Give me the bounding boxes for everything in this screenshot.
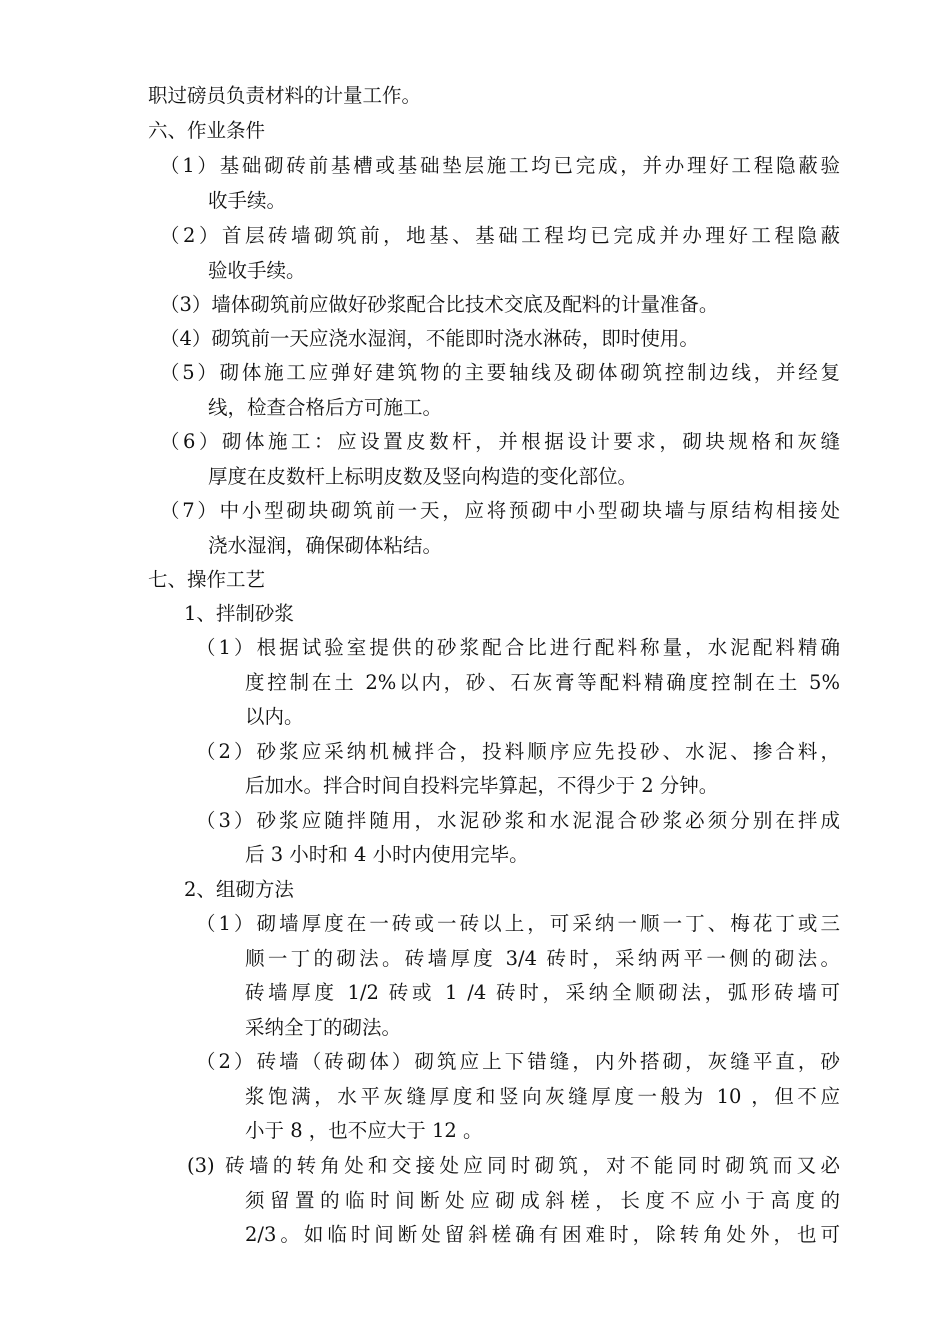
list-item-continuation: 以内。 — [245, 705, 304, 728]
list-item: （5）砌体施工应弹好建筑物的主要轴线及砌体砌筑控制边线，并经复 — [160, 361, 840, 384]
list-item: （2）砂浆应采纳机械拌合，投料顺序应先投砂、水泥、掺合料， — [196, 740, 840, 763]
subsection-heading: 1、拌制砂浆 — [184, 602, 294, 625]
list-item: （2）首层砖墙砌筑前，地基、基础工程均已完成并办理好工程隐蔽 — [160, 224, 840, 247]
list-item-continuation: 2/3。如临时间断处留斜槎确有困难时，除转角处外，也可 — [245, 1223, 840, 1246]
list-item: （1）砌墙厚度在一砖或一砖以上，可采纳一顺一丁、梅花丁或三 — [196, 912, 840, 935]
list-item: （6）砌体施工：应设置皮数杆，并根据设计要求，砌块规格和灰缝 — [160, 430, 840, 453]
list-item-continuation: 度控制在土 2%以内，砂、石灰膏等配料精确度控制在土 5% — [245, 671, 840, 694]
list-item-continuation: 采纳全丁的砌法。 — [245, 1016, 402, 1039]
list-item: （4）砌筑前一天应浇水湿润，不能即时浇水淋砖，即时使用。 — [160, 327, 699, 350]
list-item-continuation: 小于 8 ，也不应大于 12 。 — [245, 1119, 483, 1142]
text-line: 职过磅员负责材料的计量工作。 — [148, 84, 422, 107]
list-item: （3）砂浆应随拌随用，水泥砂浆和水泥混合砂浆必须分别在拌成 — [196, 809, 840, 832]
list-item-continuation: 验收手续。 — [208, 259, 306, 282]
list-item-continuation: 后加水。拌合时间自投料完毕算起，不得少于 2 分钟。 — [245, 774, 719, 797]
list-item-continuation: 后 3 小时和 4 小时内使用完毕。 — [245, 843, 529, 866]
list-item-continuation: 砖墙厚度 1/2 砖或 1 /4 砖时，采纳全顺砌法，弧形砖墙可 — [245, 981, 840, 1004]
list-item: （2）砖墙（砖砌体）砌筑应上下错缝，内外搭砌，灰缝平直，砂 — [196, 1050, 840, 1073]
list-item-continuation: 顺一丁的砌法。砖墙厚度 3/4 砖时，采纳两平一侧的砌法。 — [245, 947, 840, 970]
list-item-continuation: 须留置的临时间断处应砌成斜槎，长度不应小于高度的 — [245, 1189, 840, 1212]
list-item: （1）基础砌砖前基槽或基础垫层施工均已完成，并办理好工程隐蔽验 — [160, 154, 840, 177]
list-item: (3) 砖墙的转角处和交接处应同时砌筑，对不能同时砌筑而又必 — [187, 1154, 840, 1177]
list-item-continuation: 线，检查合格后方可施工。 — [208, 396, 443, 419]
list-item: （3）墙体砌筑前应做好砂浆配合比技术交底及配料的计量准备。 — [160, 293, 719, 316]
section-heading: 六、作业条件 — [148, 119, 266, 142]
section-heading: 七、操作工艺 — [148, 568, 266, 591]
list-item: （7）中小型砌块砌筑前一天，应将预砌中小型砌块墙与原结构相接处 — [160, 499, 840, 522]
list-item-continuation: 浇水湿润，确保砌体粘结。 — [208, 534, 443, 557]
list-item-continuation: 厚度在皮数杆上标明皮数及竖向构造的变化部位。 — [208, 465, 638, 488]
list-item-continuation: 收手续。 — [208, 189, 287, 212]
subsection-heading: 2、组砌方法 — [184, 878, 294, 901]
list-item-continuation: 浆饱满，水平灰缝厚度和竖向灰缝厚度一般为 10 ，但不应 — [245, 1085, 840, 1108]
list-item: （1）根据试验室提供的砂浆配合比进行配料称量，水泥配料精确 — [196, 636, 840, 659]
